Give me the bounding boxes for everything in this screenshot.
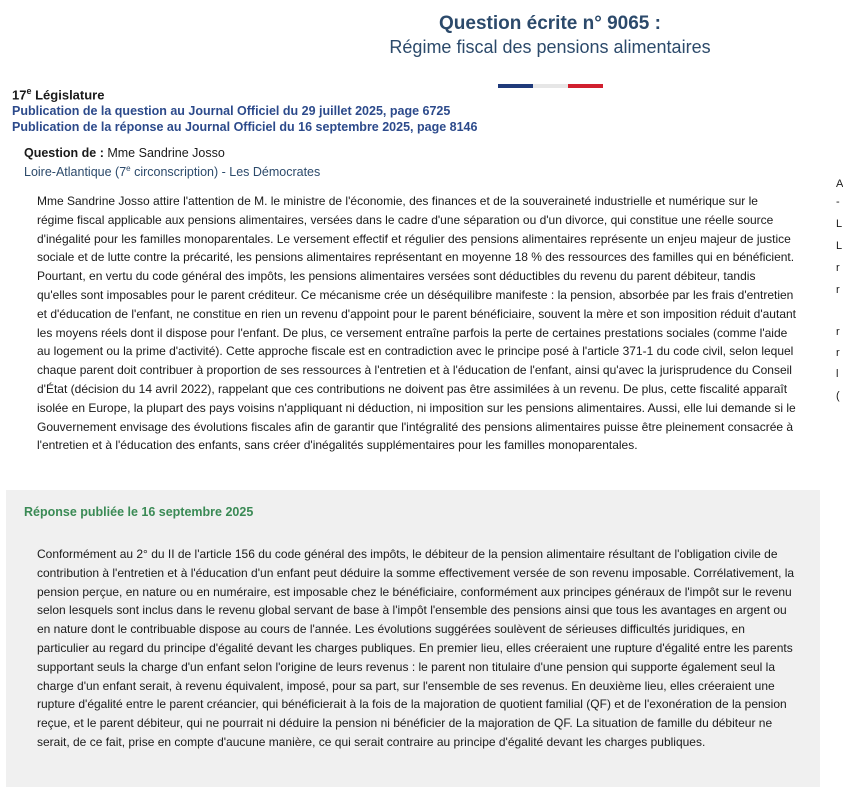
question-subtitle: Régime fiscal des pensions alimentaires <box>389 37 711 57</box>
side-column-char: l <box>836 368 839 380</box>
question-title: Question écrite n° 9065 : <box>439 13 661 34</box>
side-column-char: r <box>836 347 840 359</box>
flag-blue-stripe <box>498 84 533 88</box>
side-column-char: r <box>836 326 840 338</box>
answer-text: Conformément au 2° du II de l'article 156 du code général des impôts, le débiteur de la pension alimentaire résultant de l'obligation civile de contribution à l'entretien et à l'éducation d'un enfant peut déduire la somme effectivement versée de son revenu imposable. Corrélativement, la pension perçue, en nature ou en numéraire, est imposable chez le bénéficiaire, conformément aux principes généraux de l'impôt sur le revenu selon lesquels sont inclus dans le revenu global servant de base à l'impôt l'ensemble des pensions ainsi que tous les avantages en argent ou en nature dont le contribuable dispose au cours de l'année. Les évolutions suggérées soulèvent de sérieuses difficultés juridiques, en particulier au regard du principe d'égalité devant les charges publiques. En premier lieu, elles créeraient une rupture d'égalité entre les parents supportant seuls la charge d'un enfant selon l'origine de leurs revenus : le parent non titulaire d'une pension qui supporte également seul la charge d'un enfant serait, à revenu équivalent, imposé, pour sa part, sur l'ensemble de ses revenus. En deuxième lieu, elles créeraient une rupture d'égalité entre le parent créancier, qui bénéficierait à la fois de la majoration de quotient familial (QF) et de l'exonération de la pension reçue, et le parent débiteur, qui ne pourrait ni déduire la pension ni bénéficier de la majoration de QF. La situation de famille du débiteur ne serait, de ce fait, prise en compte d'aucune manière, ce qui serait contraire au principe d'égalité devant les charges publiques. <box>37 547 795 749</box>
author-label: Question de : <box>24 146 104 160</box>
question-author <box>24 146 225 160</box>
author-name[interactable]: Mme Sandrine Josso <box>107 146 225 160</box>
side-column-char: ( <box>836 390 840 402</box>
french-flag-divider <box>498 84 603 88</box>
side-column-char: r <box>836 284 840 296</box>
side-column-char: L <box>836 240 843 252</box>
side-column-char: - <box>836 196 840 208</box>
side-column-char: L <box>836 218 843 230</box>
legislature-label: 17e Législature <box>12 86 105 103</box>
flag-white-stripe <box>533 84 568 88</box>
answer-publication-link[interactable]: Publication de la réponse au Journal Officiel du 16 septembre 2025, page 8146 <box>12 120 478 134</box>
question-publication-link[interactable]: Publication de la question au Journal Officiel du 29 juillet 2025, page 6725 <box>12 104 451 118</box>
side-column-char: r <box>836 262 840 274</box>
flag-red-stripe <box>568 84 603 88</box>
question-text: Mme Sandrine Josso attire l'attention de M. le ministre de l'économie, des finances et de la souveraineté industrielle et numérique sur le régime fiscal applicable aux pensions alimentaires, versées dans le cadre d'une séparation ou d'un divorce, qui constitue une réelle source d'inégalité pour les familles monoparentales. Le versement effectif et régulier des pensions alimentaires représente un enjeu majeur de justice sociale et de lutte contre la précarité, les pensions alimentaires représentant en moyenne 18 % des ressources des familles qui en bénéficient. Pourtant, en vertu du code général des impôts, les pensions alimentaires versées sont déductibles du revenu du parent débiteur, tandis qu'elles sont imposables pour le parent créditeur. Ce mécanisme crée un déséquilibre manifeste : la pension, absorbée par les frais d'entretien et d'éducation de l'enfant, ne constitue en rien un revenu d'appoint pour le parent bénéficiaire, souvent la mère et son imposition réduit d'autant les moyens réels dont il dispose pour l'enfant. De plus, ce versement entraîne parfois la perte de certaines prestations sociales (comme l'aide au logement ou la prime d'activité). Cette approche fiscale est en contradiction avec le principe posé à l'article 371-1 du code civil, selon lequel chaque parent doit contribuer à proportion de ses ressources à l'entretien et à l'éducation de l'enfant, ainsi qu'avec la jurisprudence du Conseil d'État (décision du 14 avril 2022), rappelant que ces contributions ne doivent pas être assimilées à un revenu. De plus, cette fiscalité apparaît isolée en Europe, la plupart des pays voisins n'appliquant ni déduction, ni imposition sur les pensions alimentaires. Aussi, elle lui demande si le Gouvernement envisage des évolutions fiscales afin de garantir que l'intégralité des pensions alimentaires puisse être pleinement consacrée à l'entretien et à l'éducation des enfants, sans créer d'inégalités supplémentaires pour les familles monoparentales. <box>37 194 796 453</box>
answer-heading: Réponse publiée le 16 septembre 2025 <box>24 505 254 519</box>
side-column-char: A <box>836 178 843 190</box>
author-constituency[interactable]: Loire-Atlantique (7e circonscription) - Les Démocrates <box>24 164 321 180</box>
